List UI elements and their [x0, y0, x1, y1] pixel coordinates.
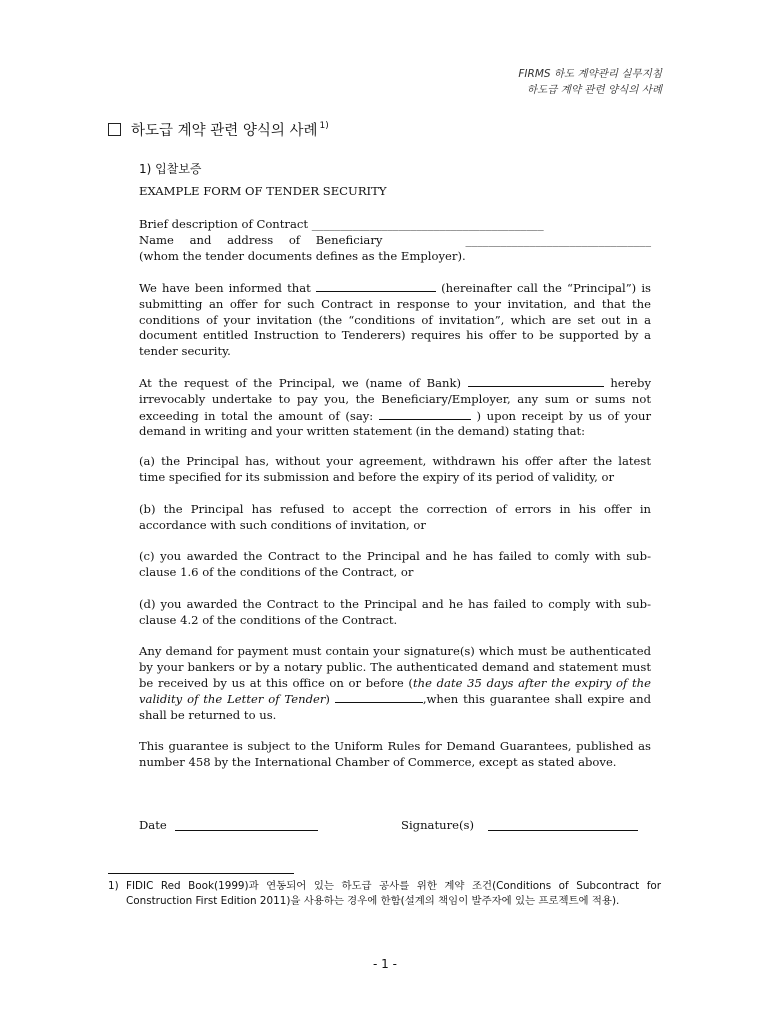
checkbox-icon — [108, 123, 121, 136]
footnote-number: 1) — [108, 880, 119, 892]
date-label: Date — [139, 818, 167, 832]
paragraph-3-italic: the date 35 days after the expiry of the validity of the Letter of Tender — [139, 675, 651, 707]
date-blank — [175, 830, 318, 831]
contract-description-label: Brief description of Contract — [139, 217, 309, 231]
footnote-divider — [108, 873, 294, 874]
signature-label: Signature(s) — [401, 818, 474, 832]
expiry-date-blank — [335, 691, 423, 703]
paragraph-3-close: ) — [325, 692, 330, 707]
beneficiary-label: Name and address of Beneficiary — [139, 232, 383, 247]
paragraph-2 — [139, 375, 651, 440]
section-title — [108, 119, 329, 140]
clause-b: (b) the Principal has refused to accept the correction of errors in his offer in accordance with such conditions of invitation, or — [139, 502, 651, 532]
clause-a: (a) the Principal has, without your agreement, withdrawn his offer after the latest time specified for its submission and before the expiry of its period of validity, or — [139, 454, 651, 484]
form-heading: EXAMPLE FORM OF TENDER SECURITY — [139, 184, 387, 198]
paragraph-2-end: ) upon receipt by us of your demand in writing and your written statement (in the demand) stating that: — [139, 408, 652, 439]
footnote-text: FIDIC Red Book(1999)과 연동되어 있는 하도급 공사를 위한 계약 조건(Conditions of Subcontract for Construction First Edition 2011)을 사용하는 경우에 한함(설계의 책임이 발주자에 있는 프로젝트에 적용). — [126, 880, 661, 907]
paragraph-3-end: ,when this guarantee shall expire and shall be returned to us. — [139, 692, 651, 723]
paragraph-3-start: Any demand for payment must contain your signature(s) which must be authenticated by your bankers or by a notary public. The authenticated demand and statement must be received by us at this office on or before ( — [139, 644, 651, 690]
contract-description-blank: ________________________________________ — [311, 217, 544, 231]
paragraph-1-start: We have been informed that — [139, 281, 311, 295]
bank-name-blank — [468, 375, 604, 387]
paragraph-4: This guarantee is subject to the Uniform Rules for Demand Guarantees, published as number 458 by the International Chamber of Commerce, except as stated above. — [139, 739, 651, 769]
paragraph-2-middle: hereby irrevocably undertake to pay you, the Beneficiary/Employer, any sum or sums not exceeding in total the amount of (say: — [139, 376, 652, 423]
amount-blank — [379, 408, 471, 420]
paragraph-1 — [139, 280, 651, 360]
running-header-line-2: 하도급 계약 관련 양식의 사례 — [526, 84, 662, 96]
paragraph-2-start: At the request of the Principal, we (name of Bank) — [139, 376, 462, 390]
clause-d: (d) you awarded the Contract to the Principal and he has failed to comply with sub-clause 4.2 of the conditions of the Contract. — [139, 597, 651, 627]
footnote — [108, 879, 661, 908]
signature-blank — [488, 830, 638, 831]
principal-name-blank — [316, 280, 436, 292]
beneficiary-blank: ________________________________ — [465, 232, 651, 247]
section-title-text: 하도급 계약 관련 양식의 사례 — [131, 123, 318, 139]
subsection-title: 1) 입찰보증 — [139, 162, 202, 176]
running-header-line-1: FIRMS 하도 계약관리 실무지침 — [518, 68, 662, 80]
beneficiary-note: (whom the tender documents defines as the Employer). — [139, 248, 466, 263]
footnote-reference: 1) — [319, 120, 329, 131]
clause-c: (c) you awarded the Contract to the Principal and he has failed to comly with sub-clause 1.6 of the conditions of the Contract, or — [139, 549, 651, 579]
contract-description-block — [139, 217, 651, 264]
paragraph-3 — [139, 644, 651, 724]
paragraph-1-rest: (hereinafter call the “Principal”) is submitting an offer for such Contract in response to your invitation, and that the conditions of your invitation (the “conditions of invitation”, which are set out in a document entitled Instruction to Tenderers) requires his offer to be supported by a tender security. — [139, 281, 652, 359]
page-number: - 1 - — [373, 957, 397, 971]
